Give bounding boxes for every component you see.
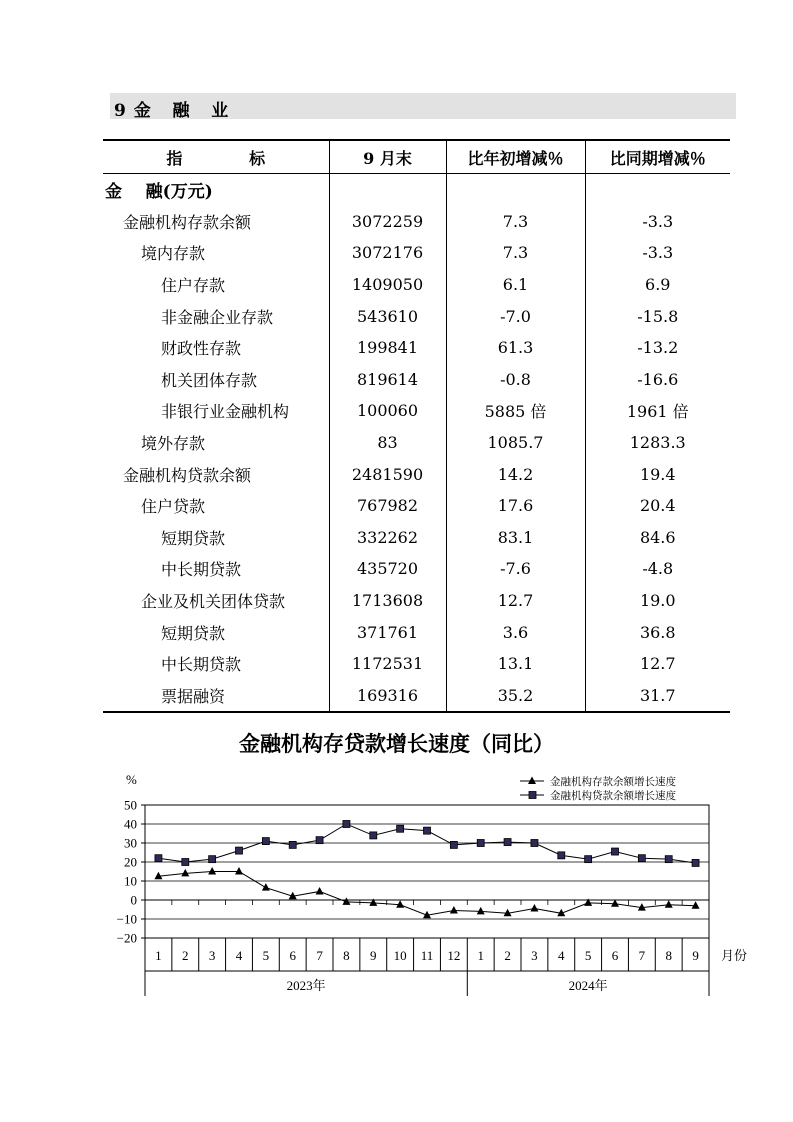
row-month-end-value: 3072176 <box>329 237 446 269</box>
row-label: 中长期贷款 <box>161 655 242 675</box>
loan-growth-point <box>612 848 619 855</box>
y-tick-label: 0 <box>130 892 137 908</box>
y-tick-label: 50 <box>124 797 137 813</box>
loan-growth-point <box>397 825 404 832</box>
y-tick-label: 30 <box>124 835 137 851</box>
row-month-end-value: 2481590 <box>329 458 446 490</box>
x-tick-label: 5 <box>584 948 592 963</box>
deposit-growth-point <box>262 883 270 891</box>
row-yoy-change: 31.7 <box>585 680 730 713</box>
row-ytd-change: 13.1 <box>446 648 585 680</box>
row-yoy-change: 84.6 <box>585 522 730 554</box>
year-label-2023: 2023年 <box>286 978 326 993</box>
x-tick-label: 7 <box>316 948 323 963</box>
row-label: 财政性存款 <box>161 339 242 359</box>
loan-growth-point <box>638 855 645 862</box>
table-row <box>103 332 730 364</box>
table-row <box>103 174 730 206</box>
row-month-end-value: 435720 <box>329 553 446 585</box>
year-label-2024: 2024年 <box>568 978 608 993</box>
row-label: 企业及机关团体贷款 <box>141 592 286 612</box>
deposit-growth-point <box>396 900 404 908</box>
legend-label: 金融机构贷款余额增长速度 <box>550 791 676 802</box>
y-tick-label: −20 <box>116 930 137 946</box>
x-tick-label: 8 <box>665 948 672 963</box>
table-row <box>103 490 730 522</box>
row-yoy-change <box>585 174 730 206</box>
table-row <box>103 680 730 713</box>
row-ytd-change: 7.3 <box>446 237 585 269</box>
row-label: 非金融企业存款 <box>161 307 274 327</box>
table-row <box>103 648 730 680</box>
loan-growth-point <box>585 856 592 863</box>
series-line-1 <box>158 872 695 916</box>
header-month-end: 9 月末 <box>329 140 446 174</box>
header-yoy-change: 比同期增减％ <box>585 140 730 174</box>
loan-growth-point <box>665 856 672 863</box>
loan-growth-point <box>558 852 565 859</box>
row-label: 短期贷款 <box>161 528 226 548</box>
row-month-end-value: 332262 <box>329 522 446 554</box>
y-tick-label: −10 <box>116 911 137 927</box>
row-label: 非银行业金融机构 <box>161 402 290 422</box>
loan-growth-point <box>236 847 243 854</box>
row-month-end-value: 100060 <box>329 395 446 427</box>
loan-growth-point <box>531 840 538 847</box>
row-yoy-change: -3.3 <box>585 237 730 269</box>
loan-growth-point <box>316 837 323 844</box>
loan-growth-point <box>182 859 189 866</box>
table-header-row <box>103 140 730 174</box>
row-yoy-change: -3.3 <box>585 206 730 238</box>
row-month-end-value: 1172531 <box>329 648 446 680</box>
x-tick-label: 5 <box>262 948 270 963</box>
table-row <box>103 206 730 238</box>
x-axis-label: 月份 <box>721 948 748 963</box>
row-month-end-value: 1713608 <box>329 585 446 617</box>
table-row <box>103 458 730 490</box>
row-label: 金融机构贷款余额 <box>123 465 252 485</box>
chart-title: 金融机构存贷款增长速度（同比） <box>239 732 554 756</box>
row-ytd-change: -7.0 <box>446 300 585 332</box>
x-tick-label: 11 <box>420 948 434 963</box>
x-tick-label: 4 <box>235 948 243 963</box>
row-yoy-change: 19.0 <box>585 585 730 617</box>
row-label: 金 融(万元) <box>105 182 213 203</box>
row-ytd-change: 3.6 <box>446 616 585 648</box>
finance-table-container <box>103 139 730 713</box>
y-tick-label: 10 <box>124 873 137 889</box>
table-row <box>103 364 730 396</box>
x-tick-label: 8 <box>343 948 350 963</box>
row-label: 金融机构存款余额 <box>123 212 252 232</box>
row-ytd-change: -7.6 <box>446 553 585 585</box>
deposit-growth-point <box>316 887 324 895</box>
row-yoy-change: 1961 倍 <box>585 395 730 427</box>
row-label: 中长期贷款 <box>161 560 242 580</box>
loan-growth-point <box>504 839 511 846</box>
loan-growth-point <box>155 855 162 862</box>
row-month-end-value: 819614 <box>329 364 446 396</box>
row-month-end-value <box>329 174 446 206</box>
table-row <box>103 237 730 269</box>
loan-growth-point <box>289 841 296 848</box>
deposit-growth-point <box>665 900 673 908</box>
row-month-end-value: 543610 <box>329 300 446 332</box>
row-yoy-change: -15.8 <box>585 300 730 332</box>
loan-growth-point <box>209 856 216 863</box>
row-label: 短期贷款 <box>161 623 226 643</box>
header-ytd-change: 比年初增减％ <box>446 140 585 174</box>
row-yoy-change: 19.4 <box>585 458 730 490</box>
row-ytd-change: 7.3 <box>446 206 585 238</box>
growth-chart <box>0 762 793 1022</box>
row-label: 境外存款 <box>141 434 206 454</box>
row-ytd-change: 83.1 <box>446 522 585 554</box>
row-month-end-value: 767982 <box>329 490 446 522</box>
loan-growth-point <box>343 821 350 828</box>
loan-growth-point <box>692 859 699 866</box>
x-tick-label: 2 <box>182 948 189 963</box>
row-label: 票据融资 <box>103 680 329 713</box>
x-tick-label: 6 <box>611 948 619 963</box>
legend-label: 金融机构存款余额增长速度 <box>550 777 676 788</box>
row-month-end-value: 169316 <box>329 680 446 713</box>
header-indicator: 指 标 <box>103 140 329 174</box>
finance-table <box>103 139 730 713</box>
table-row <box>103 427 730 459</box>
row-ytd-change: 12.7 <box>446 585 585 617</box>
row-label: 住户存款 <box>161 276 226 296</box>
row-yoy-change: 36.8 <box>585 616 730 648</box>
x-tick-label: 9 <box>370 948 377 963</box>
section-header-bar <box>110 93 736 119</box>
row-yoy-change: 20.4 <box>585 490 730 522</box>
row-yoy-change: -16.6 <box>585 364 730 396</box>
y-axis-unit: % <box>126 772 137 787</box>
row-month-end-value: 1409050 <box>329 269 446 301</box>
table-row <box>103 395 730 427</box>
row-ytd-change: 5885 倍 <box>446 395 585 427</box>
row-ytd-change: -0.8 <box>446 364 585 396</box>
deposit-growth-point <box>181 869 189 877</box>
x-tick-label: 3 <box>531 948 538 963</box>
row-label: 机关团体存款 <box>161 370 258 390</box>
deposit-growth-point <box>369 898 377 906</box>
legend-square-icon <box>529 792 536 799</box>
x-tick-label: 7 <box>638 948 646 963</box>
x-tick-label: 12 <box>447 948 461 963</box>
x-tick-label: 3 <box>208 948 216 963</box>
deposit-growth-point <box>584 898 592 906</box>
x-tick-label: 1 <box>477 948 484 963</box>
table-row <box>103 269 730 301</box>
loan-growth-point <box>424 827 431 834</box>
deposit-growth-point <box>477 907 485 915</box>
row-ytd-change: 61.3 <box>446 332 585 364</box>
x-tick-label: 10 <box>393 948 407 963</box>
x-tick-label: 2 <box>504 948 511 963</box>
row-label: 境内存款 <box>141 244 206 264</box>
row-yoy-change: -13.2 <box>585 332 730 364</box>
row-ytd-change: 17.6 <box>446 490 585 522</box>
row-ytd-change: 6.1 <box>446 269 585 301</box>
loan-growth-point <box>262 838 269 845</box>
x-tick-label: 9 <box>692 948 699 963</box>
row-ytd-change <box>446 174 585 206</box>
row-ytd-change: 14.2 <box>446 458 585 490</box>
x-tick-label: 1 <box>155 948 162 963</box>
legend-triangle-icon <box>528 777 536 785</box>
row-month-end-value: 371761 <box>329 616 446 648</box>
table-row <box>103 585 730 617</box>
x-tick-label: 6 <box>289 948 296 963</box>
row-yoy-change: 6.9 <box>585 269 730 301</box>
row-month-end-value: 3072259 <box>329 206 446 238</box>
section-title: 9 金 融 业 <box>114 101 230 121</box>
row-label: 住户贷款 <box>141 497 206 517</box>
deposit-growth-point <box>235 867 243 875</box>
y-tick-label: 40 <box>124 816 137 832</box>
deposit-growth-point <box>692 901 700 909</box>
table-row <box>103 522 730 554</box>
loan-growth-point <box>450 841 457 848</box>
loan-growth-point <box>370 832 377 839</box>
row-yoy-change: 1283.3 <box>585 427 730 459</box>
y-tick-label: 20 <box>124 854 137 870</box>
table-row <box>103 616 730 648</box>
deposit-growth-point <box>208 867 216 875</box>
deposit-growth-point <box>450 906 458 914</box>
row-ytd-change: 1085.7 <box>446 427 585 459</box>
row-yoy-change: -4.8 <box>585 553 730 585</box>
loan-growth-point <box>477 840 484 847</box>
row-month-end-value: 83 <box>329 427 446 459</box>
row-ytd-change: 35.2 <box>446 680 585 713</box>
row-month-end-value: 199841 <box>329 332 446 364</box>
x-tick-label: 4 <box>558 948 565 963</box>
row-yoy-change: 12.7 <box>585 648 730 680</box>
table-row <box>103 553 730 585</box>
deposit-growth-point <box>530 904 538 912</box>
table-row <box>103 300 730 332</box>
